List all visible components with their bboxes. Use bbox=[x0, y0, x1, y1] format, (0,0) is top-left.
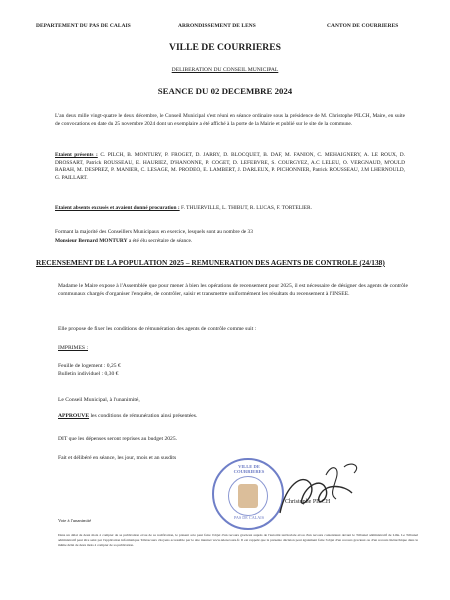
vote-result: Vote à l'unanimité bbox=[58, 518, 92, 523]
propose-paragraph: Elle propose de fixer les conditions de rémunération des agents de contrôle comme suit : bbox=[58, 326, 257, 332]
approve-text: les conditions de rémunération ainsi présentées. bbox=[90, 413, 198, 419]
absent-members bbox=[55, 205, 405, 213]
secretary-line bbox=[55, 238, 405, 246]
stamp-top-text: VILLE DE COURRIERES bbox=[233, 464, 265, 474]
closing-line: Fait et délibéré en séance, les jour, mois et an susdits bbox=[58, 455, 177, 461]
absent-names: F. THUERVILLE, L. THIBUT, R. LUCAS, F. TORTELIER. bbox=[181, 205, 312, 211]
intro-paragraph: L'an deux mille vingt-quatre le deux décembre, le Conseil Municipal s'est réuni en séance ordinaire sous la présidence de M. Christophe PILCH, Maire, en suite de convocations en date du 25 novembre 2024 dont un exemplaire a été affiché à la porte de la Mairie et publié sur le site de la commune. bbox=[55, 113, 405, 127]
signatory-name: Christophe PILCH bbox=[285, 499, 331, 505]
stamp-bottom-text: PAS DE CALAIS bbox=[233, 515, 265, 520]
deliberation-heading: DELIBERATION DU CONSEIL MUNICIPAL bbox=[171, 67, 279, 73]
budget-line: DIT que les dépenses seront reprises au budget 2025. bbox=[58, 436, 178, 442]
approve-label: APPROUVE bbox=[58, 413, 90, 419]
present-names: C. PILCH, B. MONTURY, P. FROGET, D. JARRY, D. BLOCQUET, B. DAF, M. FANION, C. MEHAIGNERY, A. LE ROUX, D. DROSSART, Patrick ROUSSEAU, E. HAURIEZ, D'HANONNE, P. COGET, D. LEFEBVRE, S. COURGYEZ, A.C LELEU, O. VERGNAUD, M'OULD RABAH, M. DESPREZ, P. MANIER, C. LESAGE, M. PRODEO, E. LAMBERT, J. DARLEUX, P. PICHONNIER, Patrick ROUSSEAU, J.M LHERNOULD, G. PAILLART. bbox=[55, 152, 405, 181]
secretary-role: a été élu secrétaire de séance. bbox=[128, 238, 193, 244]
canton-header: CANTON DE COURRIERES bbox=[327, 23, 399, 29]
feuille-rate: Feuille de logement : 0,25 € bbox=[58, 363, 121, 369]
department-header: DEPARTEMENT DU PAS DE CALAIS bbox=[36, 23, 131, 29]
approval-line bbox=[58, 412, 408, 420]
secretary-name: Monsieur Bernard MONTURY bbox=[55, 238, 128, 244]
bulletin-rate: Bulletin individuel : 0,30 € bbox=[58, 371, 119, 377]
absent-label: Etaient absents excusés et avaient donné procuration : bbox=[55, 205, 180, 211]
session-date-title: SEANCE DU 02 DECEMBRE 2024 bbox=[157, 86, 293, 96]
quorum-statement: Formant la majorité des Conseillers Municipaux en exercice, lesquels sont au nombre de 33 bbox=[55, 229, 253, 235]
legal-notice: Dans un délai de deux mois à compter de sa publication et/ou de sa notification, le présent acte peut faire l'objet d'un recours gracieux auprès de l'autorité territoriale et/ou d'un recours contentieux devant le Tribunal administratif de Lille. Le Tribunal administratif peut être saisi par l'application informatique Télérecours citoyens accessible par le site internet www.telerecours.fr. Il est rappelé que la présente décision peut également faire l'objet d'un recours gracieux ou d'un recours hiérarchique dans le même délai de deux mois à compter de sa publication. bbox=[58, 533, 418, 547]
present-members bbox=[55, 152, 405, 182]
expose-paragraph: Madame le Maire expose à l'Assemblée que pour mener à bien les opérations de recensement pour 2025, il est nécessaire de désigner des agents de contrôle communaux chargés d'organiser l'enquête, de contrôler, saisir et transmettre uniformément les résultats du recensement à l'INSEE. bbox=[58, 283, 408, 297]
section-title: RECENSEMENT DE LA POPULATION 2025 – REMUNERATION DES AGENTS DE CONTROLE (24/138) bbox=[36, 258, 385, 267]
arrondissement-header: ARRONDISSEMENT DE LENS bbox=[178, 23, 256, 29]
commune-title: VILLE DE COURRIERES bbox=[169, 42, 281, 53]
council-decision: Le Conseil Municipal, à l'unanimité, bbox=[58, 397, 140, 403]
present-label: Etaient présents : bbox=[55, 152, 98, 158]
imprimes-label: IMPRIMES : bbox=[58, 345, 88, 351]
